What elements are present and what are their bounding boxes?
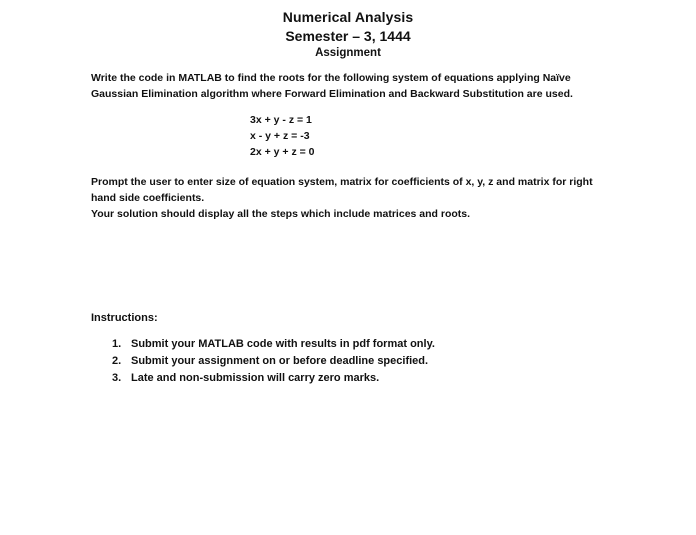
list-item-number: 1. <box>112 338 122 350</box>
semester-line: Semester – 3, 1444 <box>285 28 411 44</box>
list-item-text: Submit your assignment on or before deadline specified. <box>131 355 429 367</box>
instructions-heading: Instructions: <box>91 312 158 324</box>
list-item <box>112 370 435 387</box>
equation-1: 3x + y - z = 1 <box>250 114 312 126</box>
list-item-number: 2. <box>112 355 122 367</box>
equation-2: x - y + z = -3 <box>250 130 310 142</box>
document-title: Numerical Analysis <box>282 9 414 25</box>
list-item-text: Late and non-submission will carry zero marks. <box>131 372 380 384</box>
list-item-text: Submit your MATLAB code with results in pdf format only. <box>131 338 435 350</box>
equation-3: 2x + y + z = 0 <box>250 146 315 158</box>
equation-system <box>250 112 315 160</box>
instructions-list <box>112 336 435 387</box>
list-item <box>112 353 435 370</box>
list-item-number: 3. <box>112 372 122 384</box>
assignment-label: Assignment <box>315 47 381 59</box>
prompt-paragraph: Prompt the user to enter size of equation system, matrix for coefficients of x, y, z and matrix for right hand side coefficients. <box>91 176 593 204</box>
list-item <box>112 336 435 353</box>
intro-paragraph: Write the code in MATLAB to find the roots for the following system of equations applying Naïve Gaussian Elimination algorithm where Forward Elimination and Backward Substitution are used. <box>91 72 573 100</box>
solution-note: Your solution should display all the steps which include matrices and roots. <box>91 208 471 220</box>
